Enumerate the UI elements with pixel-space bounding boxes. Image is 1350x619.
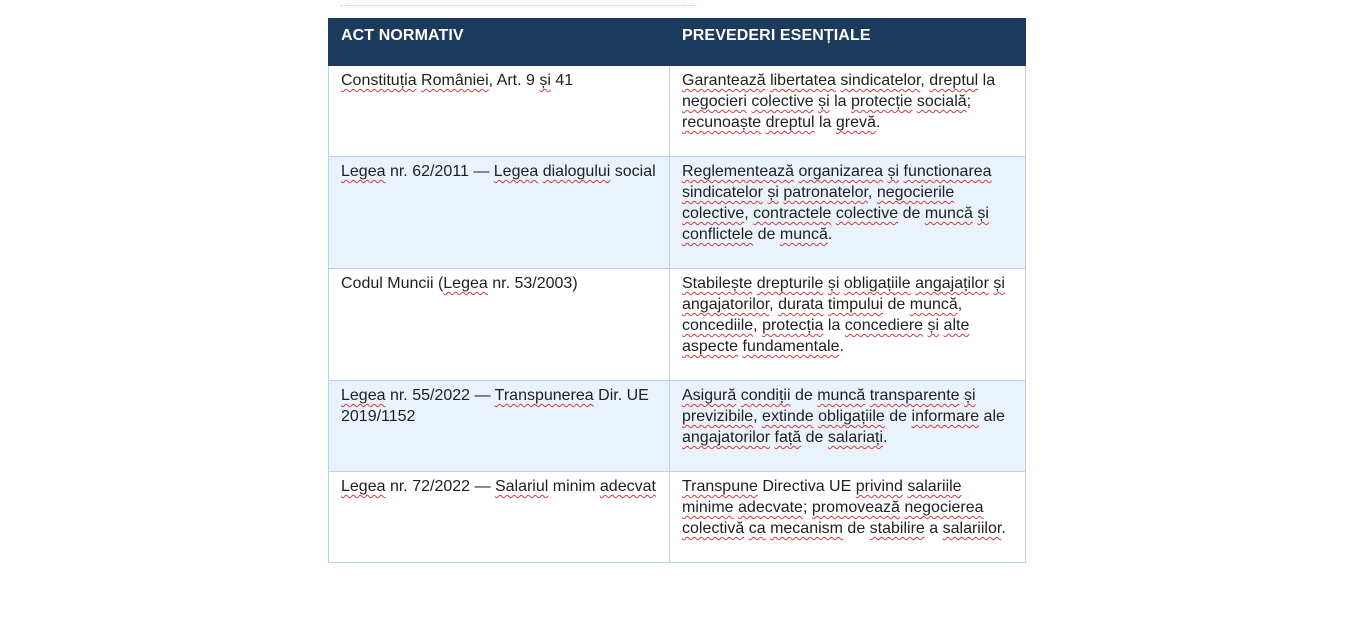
spellcheck-word: Legea bbox=[341, 387, 386, 404]
table-row bbox=[329, 66, 1026, 157]
table-body bbox=[329, 66, 1026, 563]
spellcheck-word: Constituția bbox=[341, 72, 417, 89]
spellcheck-word: Asigură bbox=[682, 387, 737, 404]
spellcheck-word: muncă bbox=[779, 226, 828, 243]
spellcheck-word: și bbox=[539, 72, 551, 89]
spellcheck-word: dreptul bbox=[929, 72, 979, 89]
table-row bbox=[329, 157, 1026, 269]
spellcheck-word: colective bbox=[751, 93, 814, 110]
spellcheck-word: salariați bbox=[827, 429, 884, 446]
spellcheck-word: și bbox=[927, 317, 940, 334]
spellcheck-word: sindicatelor bbox=[682, 184, 763, 201]
spellcheck-word: negocieri bbox=[682, 93, 747, 110]
spellcheck-word: libertatea bbox=[770, 72, 836, 89]
spellcheck-word: extinde bbox=[762, 408, 814, 425]
spellcheck-word: colective bbox=[682, 205, 745, 222]
spellcheck-word: protecție bbox=[851, 93, 913, 110]
spellcheck-word: patronatelor bbox=[783, 184, 868, 201]
spellcheck-word: concediile bbox=[682, 317, 754, 334]
spellcheck-word: concediere bbox=[844, 317, 924, 334]
spellcheck-word: Reglementează bbox=[682, 163, 795, 180]
spellcheck-word: Salariul bbox=[494, 478, 549, 495]
spellcheck-word: dreptul bbox=[765, 114, 815, 131]
spellcheck-word: condiții bbox=[740, 387, 791, 404]
spellcheck-word: organizarea bbox=[798, 163, 884, 180]
header-row bbox=[329, 19, 1026, 66]
spellcheck-word: sindicatelor bbox=[840, 72, 921, 89]
provisions-cell: Garantează libertatea sindicatelor, dreptul la negocieri colective și la protecție socială; recunoaște dreptul la grevă. bbox=[670, 66, 1026, 157]
spellcheck-word: durata bbox=[778, 296, 824, 313]
spellcheck-word: mecanism bbox=[770, 520, 843, 537]
table-row bbox=[329, 269, 1026, 381]
spellcheck-word: muncă bbox=[909, 296, 958, 313]
top-dotted-rule bbox=[341, 5, 695, 6]
spellcheck-word: fundamentale bbox=[742, 338, 840, 355]
spellcheck-word: și bbox=[887, 163, 900, 180]
spellcheck-word: Transpunerea bbox=[494, 387, 594, 404]
spellcheck-word: și bbox=[964, 387, 976, 404]
spellcheck-word: Transpune bbox=[682, 478, 758, 495]
spellcheck-word: ca bbox=[748, 520, 766, 537]
spellcheck-word: stabilire bbox=[869, 520, 925, 537]
spellcheck-word: Legea bbox=[493, 163, 539, 180]
spellcheck-word: privind bbox=[855, 478, 903, 495]
spellcheck-word: minime bbox=[682, 499, 734, 516]
spellcheck-word: angajatorilor bbox=[682, 296, 770, 313]
spellcheck-word: muncă bbox=[924, 205, 973, 222]
spellcheck-word: angajatorilor bbox=[682, 429, 771, 446]
header-prevederi-esentiale: PREVEDERI ESENȚIALE bbox=[670, 19, 1026, 66]
provisions-cell: Reglementează organizarea și functionarea sindicatelor și patronatelor, negocierile colective, contractele colective de muncă și conflictele de muncă. bbox=[670, 157, 1026, 269]
provisions-cell: Transpune Directiva UE privind salariile minime adecvate; promovează negocierea colectivă ca mecanism de stabilire a salariilor. bbox=[670, 472, 1026, 563]
spellcheck-word: muncă bbox=[817, 387, 866, 404]
spellcheck-word: socială bbox=[916, 93, 967, 110]
spellcheck-word: colective bbox=[835, 205, 899, 222]
spellcheck-word: și bbox=[827, 275, 840, 292]
spellcheck-word: alte bbox=[943, 317, 970, 334]
spellcheck-word: colectivă bbox=[682, 520, 745, 537]
act-cell: Legea nr. 72/2022 — Salariul minim adecvat bbox=[329, 472, 670, 563]
spellcheck-word: contractele bbox=[753, 205, 832, 222]
spellcheck-word: obligațiile bbox=[818, 408, 885, 425]
act-cell: Codul Muncii (Legea nr. 53/2003) bbox=[329, 269, 670, 381]
provisions-cell: Stabilește drepturile și obligațiile angajaților și angajatorilor, durata timpului de muncă, concediile, protecția la concediere și alte aspecte fundamentale. bbox=[670, 269, 1026, 381]
spellcheck-word: transparente bbox=[869, 387, 960, 404]
spellcheck-word: negocierea bbox=[904, 499, 984, 516]
header-act-normativ: ACT NORMATIV bbox=[329, 19, 670, 66]
spellcheck-word: și bbox=[767, 184, 779, 201]
table-header bbox=[329, 19, 1026, 66]
spellcheck-word: și bbox=[993, 275, 1005, 292]
spellcheck-word: față bbox=[774, 429, 802, 446]
spellcheck-word: adecvat bbox=[599, 478, 656, 495]
spellcheck-word: promovează bbox=[811, 499, 900, 516]
spellcheck-word: și bbox=[818, 93, 830, 110]
spellcheck-word: României bbox=[421, 72, 489, 89]
spellcheck-word: salariilor bbox=[942, 520, 1002, 537]
spellcheck-word: Legea bbox=[443, 275, 488, 292]
act-cell: Legea nr. 62/2011 — Legea dialogului social bbox=[329, 157, 670, 269]
spellcheck-word: salariile bbox=[907, 478, 962, 495]
table-row bbox=[329, 472, 1026, 563]
table-row bbox=[329, 381, 1026, 472]
spellcheck-word: angajaților bbox=[915, 275, 989, 292]
spellcheck-word: protecția bbox=[762, 317, 824, 334]
spellcheck-word: Garantează bbox=[682, 72, 766, 89]
spellcheck-word: drepturile bbox=[756, 275, 824, 292]
spellcheck-word: și bbox=[977, 205, 989, 222]
spellcheck-word: aspecte bbox=[682, 338, 739, 355]
spellcheck-word: timpului bbox=[827, 296, 884, 313]
spellcheck-word: Legea bbox=[341, 478, 386, 495]
legislation-table bbox=[328, 18, 1026, 563]
spellcheck-word: functionarea bbox=[903, 163, 992, 180]
provisions-cell: Asigură condiții de muncă transparente și previzibile, extinde obligațiile de informare ale angajatorilor față de salariați. bbox=[670, 381, 1026, 472]
spellcheck-word: Legea bbox=[341, 163, 386, 180]
spellcheck-word: dialogului bbox=[542, 163, 611, 180]
spellcheck-word: obligațiile bbox=[843, 275, 911, 292]
spellcheck-word: negocierile bbox=[876, 184, 955, 201]
spellcheck-word: informare bbox=[911, 408, 980, 425]
act-cell: Legea nr. 55/2022 — Transpunerea Dir. UE 2019/1152 bbox=[329, 381, 670, 472]
spellcheck-word: recunoaște bbox=[682, 114, 762, 131]
spellcheck-word: adecvate bbox=[738, 499, 803, 516]
spellcheck-word: Stabilește bbox=[682, 275, 753, 292]
spellcheck-word: conflictele bbox=[682, 226, 754, 243]
spellcheck-word: previzibile bbox=[682, 408, 754, 425]
spellcheck-word: grevă bbox=[835, 114, 876, 131]
act-cell: Constituția României, Art. 9 și 41 bbox=[329, 66, 670, 157]
